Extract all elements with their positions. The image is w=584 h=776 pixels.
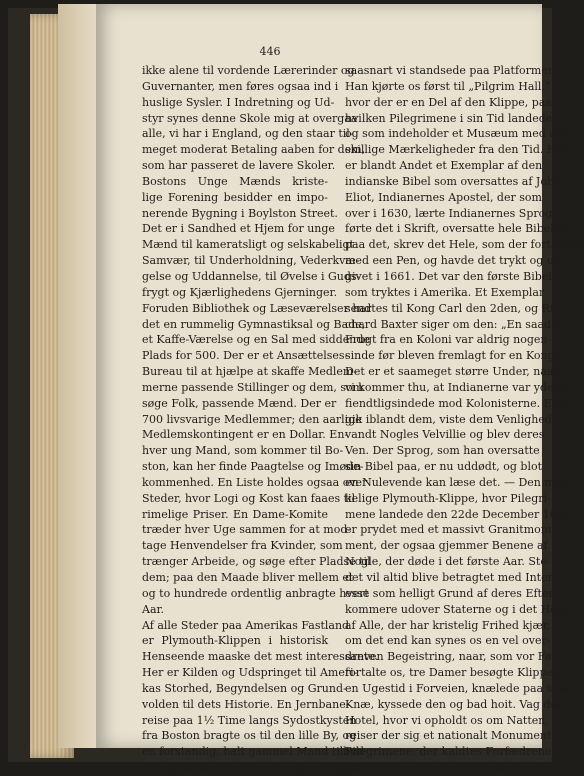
text-line: styr synes denne Skole mig at overgaa [142, 111, 358, 125]
text-line: Monument. Paa et Fodstykke af Gra- [345, 761, 550, 775]
left-text-column [142, 63, 379, 776]
text-line: lige Forening besidder en impo- [142, 190, 328, 204]
text-line: Aar. [142, 602, 165, 616]
text-line: træder hver Uge sammen for at mod- [142, 523, 352, 537]
text-line: fra Boston bragte os til den lille By, og [142, 729, 357, 743]
page-number: 446 [259, 45, 281, 58]
text-line: med een Pen, og havde det trykt og ud- [345, 254, 565, 268]
text-line: chard Baxter siger om den: „En saadan [345, 317, 565, 331]
text-line: huslige Sysler. I Indretning og Ud- [142, 95, 335, 109]
text-line: trænger Arbeide, og søge efter Pladse til [142, 555, 371, 569]
right-text-column [345, 63, 584, 776]
text-line: Henseende maaske det mest interessante. [142, 650, 379, 664]
text-line: dem; paa den Maade bliver mellem et [142, 571, 354, 584]
text-line: tage Henvendelser fra Kvinder, som [142, 539, 343, 553]
text-line: Foruden Bibliothek og Læseværelser har [142, 301, 372, 315]
text-line: kommere udover Staterne og i det Hele [345, 602, 567, 616]
text-line: esse som helligt Grund af deres Efter- [345, 586, 558, 600]
text-line: sinde før bleven fremlagt for en Konge.“ [345, 349, 571, 363]
text-line: og som indeholder et Musæum med ad- [345, 127, 567, 141]
text-line: af Alle, der har kristelig Frihed kjær, [345, 618, 551, 632]
text-line: ment, der ogsaa gjemmer Benene af [345, 539, 548, 553]
text-line: Bureau til at hjælpe at skaffe Medlem- [142, 365, 358, 379]
text-line: 700 livsvarige Medlemmer; den aarlige [142, 412, 362, 426]
text-line: frygt og Kjærlighedens Gjerninger. [142, 285, 338, 299]
text-line: vi kommer thu, at Indianerne var yderst [345, 380, 569, 394]
text-line: kas Storhed, Begyndelsen og Grund- [142, 681, 347, 695]
text-line: Samvær, til Underholdning, Vederkvæ- [142, 254, 360, 268]
text-line: rimelige Priser. En Dame-Komite [142, 507, 328, 521]
text-line: Guvernanter, men føres ogsaa ind i [142, 79, 339, 93]
text-line: det vil altid blive betragtet med Inter- [345, 571, 557, 584]
text-line: Bostons Unge Mænds kriste- [142, 174, 328, 188]
text-line: nerende Bygning i Boylston Street. [142, 206, 338, 220]
text-line: sendtes til Kong Carl den 2den, og Ri- [345, 301, 558, 315]
text-line: gik iblandt dem, viste dem Venlighed, [345, 412, 556, 426]
text-line: Det er et saameget større Under, naar [345, 365, 559, 379]
text-line: et Kaffe-Værelse og en Sal med siddende [142, 333, 370, 347]
text-line: hvor der er en Del af den Klippe, paa [345, 95, 552, 109]
text-line: Knæ, kyssede den og bad hoit. Vag det [345, 697, 562, 711]
text-line: det en rummelig Gymnastiksal og Bade, [142, 317, 366, 331]
text-line: som har passeret de lavere Skoler. [142, 159, 336, 173]
text-line: dreven Begeistring, naar, som vor Fører [345, 650, 569, 664]
text-line: ston, kan her finde Paagtelse og Imøde- [142, 460, 364, 474]
text-line: mene landede den 22de December 1620, [345, 507, 575, 521]
text-line: Steder, hvor Logi og Kost kan faaes til [142, 491, 356, 505]
text-line: meget moderat Betaling aaben for dem, [142, 143, 366, 157]
text-line: er prydet med et massivt Granitmonu- [345, 523, 559, 537]
text-line: reiser der sig et nationalt Monument for [345, 729, 571, 743]
text-line: kelige Plymouth-Klippe, hvor Pilegri- [345, 491, 551, 505]
page-gutter [58, 4, 98, 748]
text-line: Mænd til kameratsligt og selskabeligt [142, 238, 354, 252]
text-line: er blandt Andet et Exemplar af den [345, 159, 543, 173]
text-line: indianske Bibel som oversattes af John [345, 174, 562, 188]
text-line: fortalte os, tre Damer besøgte Klippen [345, 666, 561, 680]
text-line: hver ung Mand, som kommer til Bo- [142, 444, 344, 458]
text-line: Plads for 500. Der er et Ansættelses- [142, 349, 349, 363]
text-line: er Plymouth-Klippen i historisk [142, 634, 328, 648]
text-line: og to hundrede ordentlig anbragte hvert [142, 586, 369, 600]
text-line: søge Folk, passende Mænd. Der er [142, 396, 337, 410]
text-line: saasnart vi standsede paa Platformen. [345, 64, 559, 77]
text-line: en Nulevende kan læse det. — Den mær- [345, 475, 575, 489]
text-line: hvilken Pilegrimene i sin Tid landede, [345, 111, 556, 125]
text-line: Medlemskontingent er en Dollar. En- [142, 428, 349, 442]
text-line: en Ugestid i Forveien, knælede paa sine [345, 681, 570, 695]
text-line: Det er i Sandhed et Hjem for unge [142, 222, 335, 236]
text-line: vandt Nogles Velvillie og blev deres [345, 428, 545, 442]
text-line: sin Bibel paa, er nu uddødt, og blot [345, 460, 543, 474]
text-line: givet i 1661. Det var den første Bibel, [345, 269, 556, 283]
text-line: over i 1630, lærte Indianernes Sprog, [345, 206, 556, 220]
text-line: om det end kan synes os en vel over- [345, 634, 551, 648]
text-line: volden til dets Historie. En Jernbane- [142, 697, 350, 711]
text-line: Ven. Der Sprog, som han oversatte [345, 444, 540, 458]
text-line: Frugt fra en Koloni var aldrig nogen- [345, 333, 552, 347]
text-line: ikke alene til vordende Lærerinder og [142, 64, 355, 77]
text-line: Hotel, hvor vi opholdt os om Natten, [345, 713, 549, 727]
text-line: en forstandig, halt gammel Mand tilbød [142, 745, 365, 759]
text-line: paa det, skrev det Hele, som der fortælles, [345, 238, 584, 252]
text-line: Han kjørte os først til „Pilgrim Hall,“ [345, 79, 551, 93]
text-line: sin Tjeneste som vor Kusk og Ledsager, [142, 761, 363, 775]
text-line: gelse og Uddannelse, til Øvelse i Guds- [142, 269, 361, 283]
text-line: fiendtligsindede mod Kolonisterne. Eliot [345, 396, 570, 410]
text-line: merne passende Stillinger og dem, som [142, 380, 364, 394]
text-line: Her er Kilden og Udspringet til Ameri- [142, 666, 358, 680]
text-line: førte det i Skrift, oversatte hele Bibelen [345, 222, 568, 236]
text-line: reise paa 1½ Time langs Sydostkysten [142, 713, 357, 727]
text-line: Pilegrimene; der kaldtes Forfædrenes [345, 745, 558, 759]
text-line: Af alle Steder paa Amerikas Fastland [142, 618, 350, 632]
text-line: Eliot, Indianernes Apostel, der som [345, 190, 542, 204]
text-line: skillige Mærkeligheder fra den Tid. Her [345, 143, 569, 157]
text-line: kommenhed. En Liste holdes ogsaa over [142, 475, 368, 489]
text-line: alle, vi har i England, og den staar til- [142, 127, 354, 141]
text-line: Nogle, der døde i det første Aar. Ste- [345, 555, 551, 569]
text-line: som tryktes i Amerika. Et Exemplar [345, 285, 545, 299]
